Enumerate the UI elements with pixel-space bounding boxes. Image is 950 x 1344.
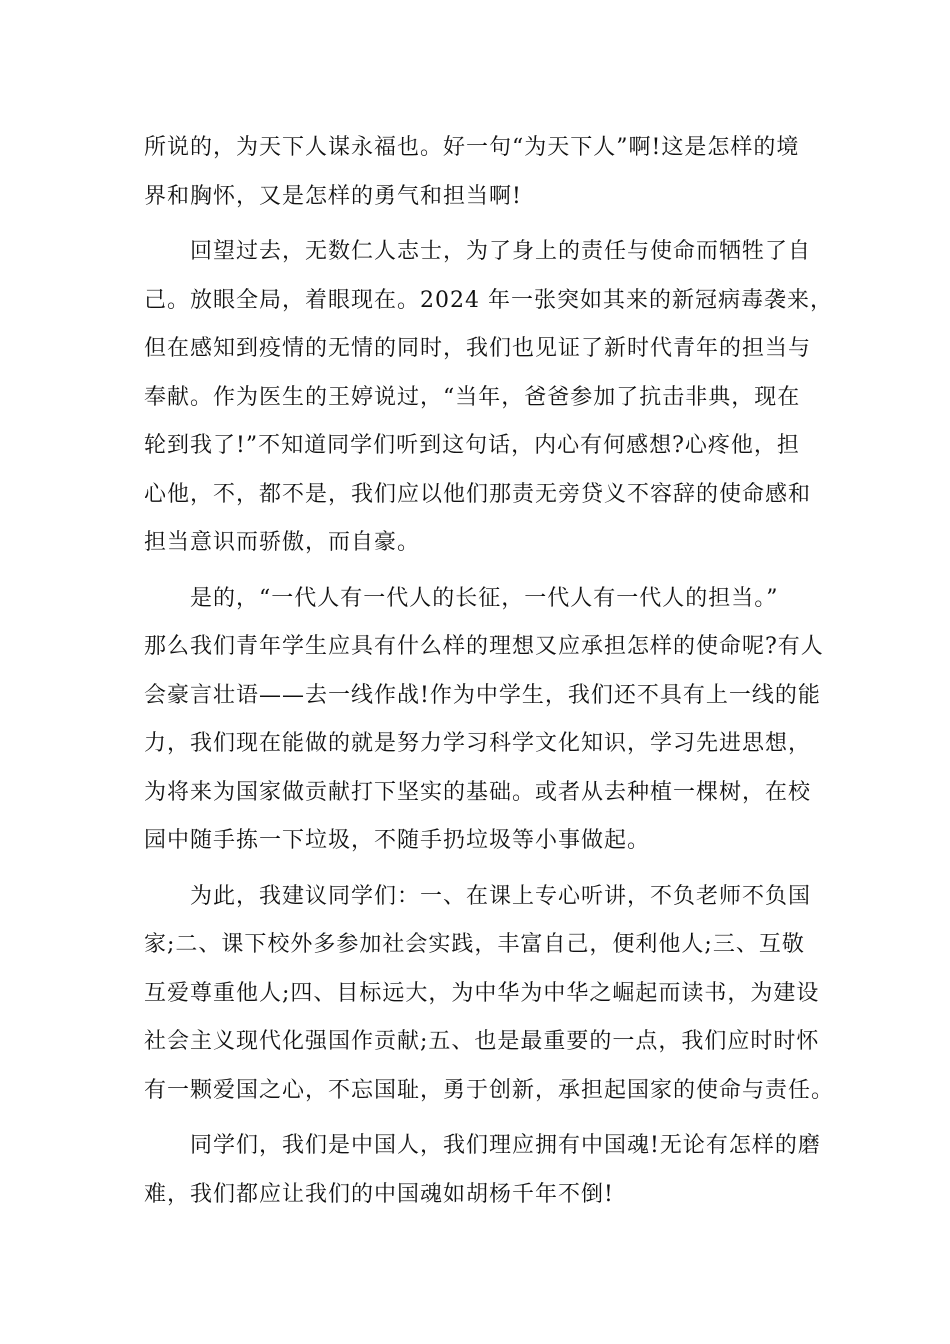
text-line: 己。放眼全局，着眼现在。2024 年一张突如其来的新冠病毒袭来， xyxy=(144,287,833,313)
text-line: 有一颗爱国之心，不忘国耻，勇于创新，承担起国家的使命与责任。 xyxy=(144,1077,835,1103)
text-line: 心他，不，都不是，我们应以他们那责无旁贷义不容辞的使命感和 xyxy=(144,481,812,507)
paragraph xyxy=(144,1122,821,1219)
text-line: 为将来为国家做贡献打下坚实的基础。或者从去种植一棵树，在校 xyxy=(144,779,812,805)
text-line: 同学们，我们是中国人，我们理应拥有中国魂!无论有怎样的磨 xyxy=(190,1133,821,1158)
text-line: 所说的，为天下人谋永福也。好一句“为天下人”啊!这是怎样的境 xyxy=(144,135,800,160)
text-line: 轮到我了!”不知道同学们听到这句话，内心有何感想?心疼他，担 xyxy=(144,433,800,458)
text-line: 界和胸怀，又是怎样的勇气和担当啊! xyxy=(144,183,522,209)
text-line: 是的，“一代人有一代人的长征，一代人有一代人的担当。” xyxy=(190,585,779,611)
text-line: 担当意识而骄傲，而自豪。 xyxy=(144,530,421,555)
text-line: 难，我们都应让我们的中国魂如胡杨千年不倒! xyxy=(144,1181,614,1207)
paragraph-gap xyxy=(144,866,806,873)
text-line: 社会主义现代化强国作贡献;五、也是最重要的一点，我们应时时怀 xyxy=(144,1029,820,1054)
text-line: 为此，我建议同学们：一、在课上专心听讲，不负老师不负国 xyxy=(190,883,812,909)
paragraph-gap xyxy=(144,568,806,575)
text-line: 回望过去，无数仁人志士，为了身上的责任与使命而牺牲了自 xyxy=(190,239,812,264)
paragraph-gap xyxy=(144,1115,806,1122)
paragraph xyxy=(144,228,833,568)
paragraph xyxy=(144,575,824,866)
text-line: 奉献。作为医生的王婷说过，“当年，爸爸参加了抗击非典，现在 xyxy=(144,384,801,410)
text-line: 园中随手拣一下垃圾，不随手扔垃圾等小事做起。 xyxy=(144,828,651,853)
paragraph xyxy=(144,873,835,1116)
text-line: 但在感知到疫情的无情的同时，我们也见证了新时代青年的担当与 xyxy=(144,336,812,361)
text-line: 力，我们现在能做的就是努力学习科学文化知识，学习先进思想， xyxy=(144,731,812,756)
text-line: 互爱尊重他人;四、目标远大，为中华为中华之崛起而读书，为建设 xyxy=(144,980,820,1006)
text-line: 那么我们青年学生应具有什么样的理想又应承担怎样的使命呢?有人 xyxy=(144,634,824,659)
text-line: 家;二、课下校外多参加社会实践，丰富自己，便利他人;三、互敬 xyxy=(144,932,805,957)
paragraph-gap xyxy=(144,221,806,228)
paragraph xyxy=(144,124,806,221)
document-body xyxy=(144,124,835,1219)
text-line: 会豪言壮语——去一线作战!作为中学生，我们还不具有上一线的能 xyxy=(144,682,821,708)
